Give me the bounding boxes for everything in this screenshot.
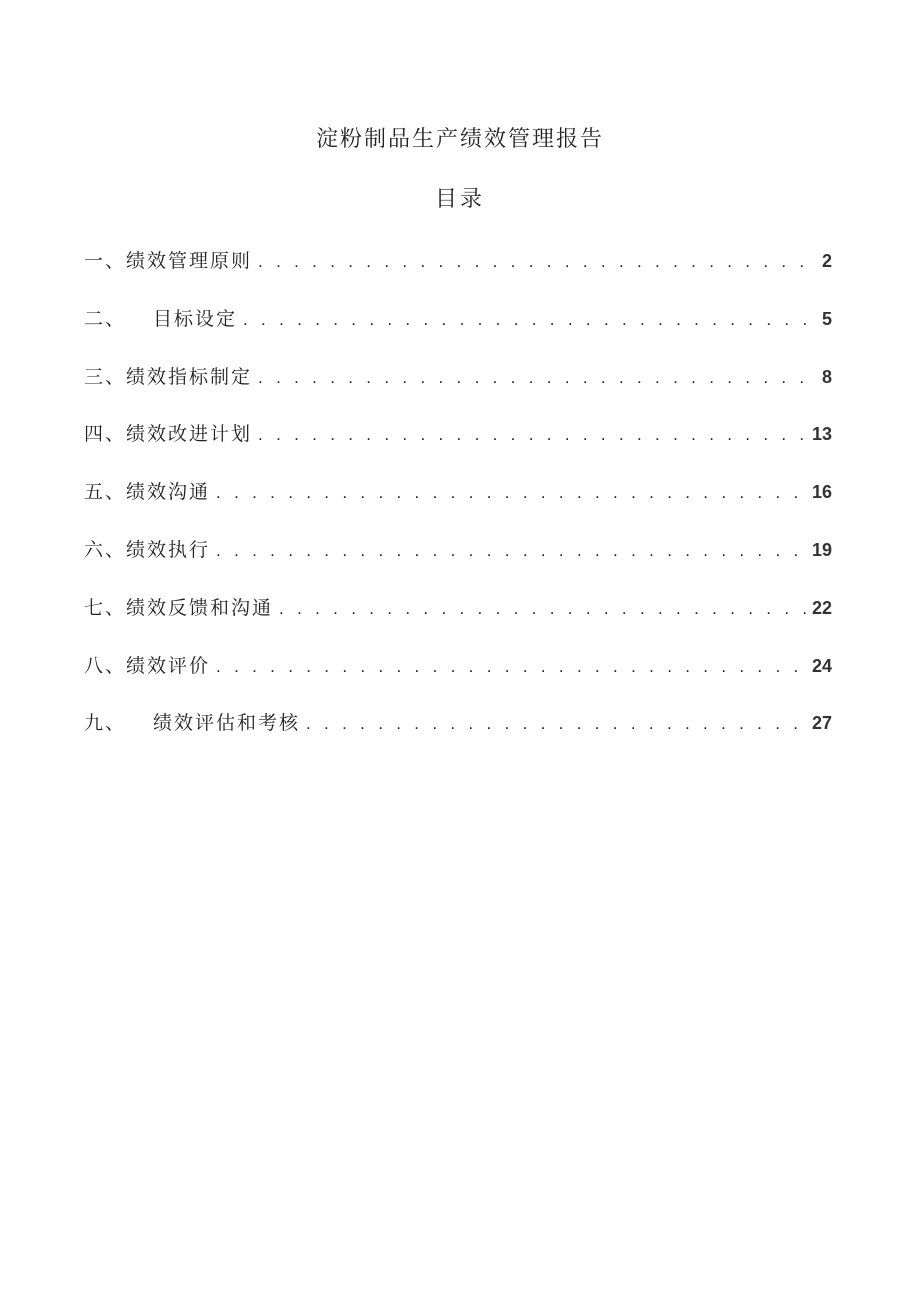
toc-dot-leader: [258, 414, 806, 456]
toc-entry-label: 绩效改进计划: [126, 423, 253, 446]
document-title: 淀粉制品生产绩效管理报告: [315, 127, 604, 152]
toc-entry-number: 六、: [84, 538, 127, 561]
toc-entry[interactable]: [84, 471, 832, 529]
toc-entry[interactable]: [84, 529, 832, 587]
toc-entry-number: 一、: [84, 250, 127, 272]
toc-dot-leader: [216, 646, 806, 688]
toc-dot-leader: [258, 357, 816, 399]
toc-entry[interactable]: [84, 240, 832, 298]
toc-entry-label: 绩效沟通: [126, 481, 211, 504]
toc-entry-number: 四、: [84, 423, 127, 446]
toc-entry-number: 三、: [84, 365, 127, 388]
toc-entry-label: 绩效指标制定: [126, 365, 253, 388]
toc-dot-leader: [258, 241, 816, 283]
toc-entry-label: 目标设定: [153, 307, 238, 330]
toc-entry-number: 二、: [84, 307, 127, 330]
toc-entry-page: 16: [811, 482, 832, 503]
toc-entry-label: 绩效管理原则: [126, 250, 253, 272]
toc-entry[interactable]: [84, 587, 832, 645]
toc-entry[interactable]: [84, 356, 832, 414]
toc-entry-number: 七、: [84, 596, 127, 619]
toc-dot-leader: [306, 703, 806, 745]
toc-entry-label: 绩效评估和考核: [153, 712, 301, 735]
toc-dot-leader: [279, 588, 806, 630]
toc-entry-page: 13: [811, 424, 832, 445]
toc-entry-number: 九、: [84, 712, 127, 735]
toc-entry-number: 五、: [84, 481, 127, 504]
toc-entry[interactable]: [84, 298, 832, 356]
toc-entry-label: 绩效反馈和沟通: [126, 596, 274, 619]
toc-dot-leader: [216, 472, 806, 514]
toc-heading: 目录: [434, 187, 485, 212]
toc-entry-page: 27: [811, 713, 832, 734]
table-of-contents: [84, 240, 832, 760]
toc-entry-page: 19: [811, 539, 832, 560]
toc-entry-label: 绩效执行: [126, 538, 211, 561]
toc-entry-page: 22: [811, 597, 832, 618]
toc-entry-label: 绩效评价: [126, 654, 211, 677]
toc-entry-number: 八、: [84, 654, 127, 677]
toc-dot-leader: [243, 299, 816, 341]
toc-entry-page: 8: [821, 366, 832, 387]
toc-entry-page: 2: [821, 251, 832, 271]
toc-dot-leader: [216, 530, 806, 572]
toc-entry[interactable]: [84, 413, 832, 471]
toc-entry[interactable]: [84, 702, 832, 760]
toc-entry[interactable]: [84, 645, 832, 703]
toc-entry-page: 5: [821, 308, 832, 329]
toc-entry-page: 24: [811, 655, 832, 676]
